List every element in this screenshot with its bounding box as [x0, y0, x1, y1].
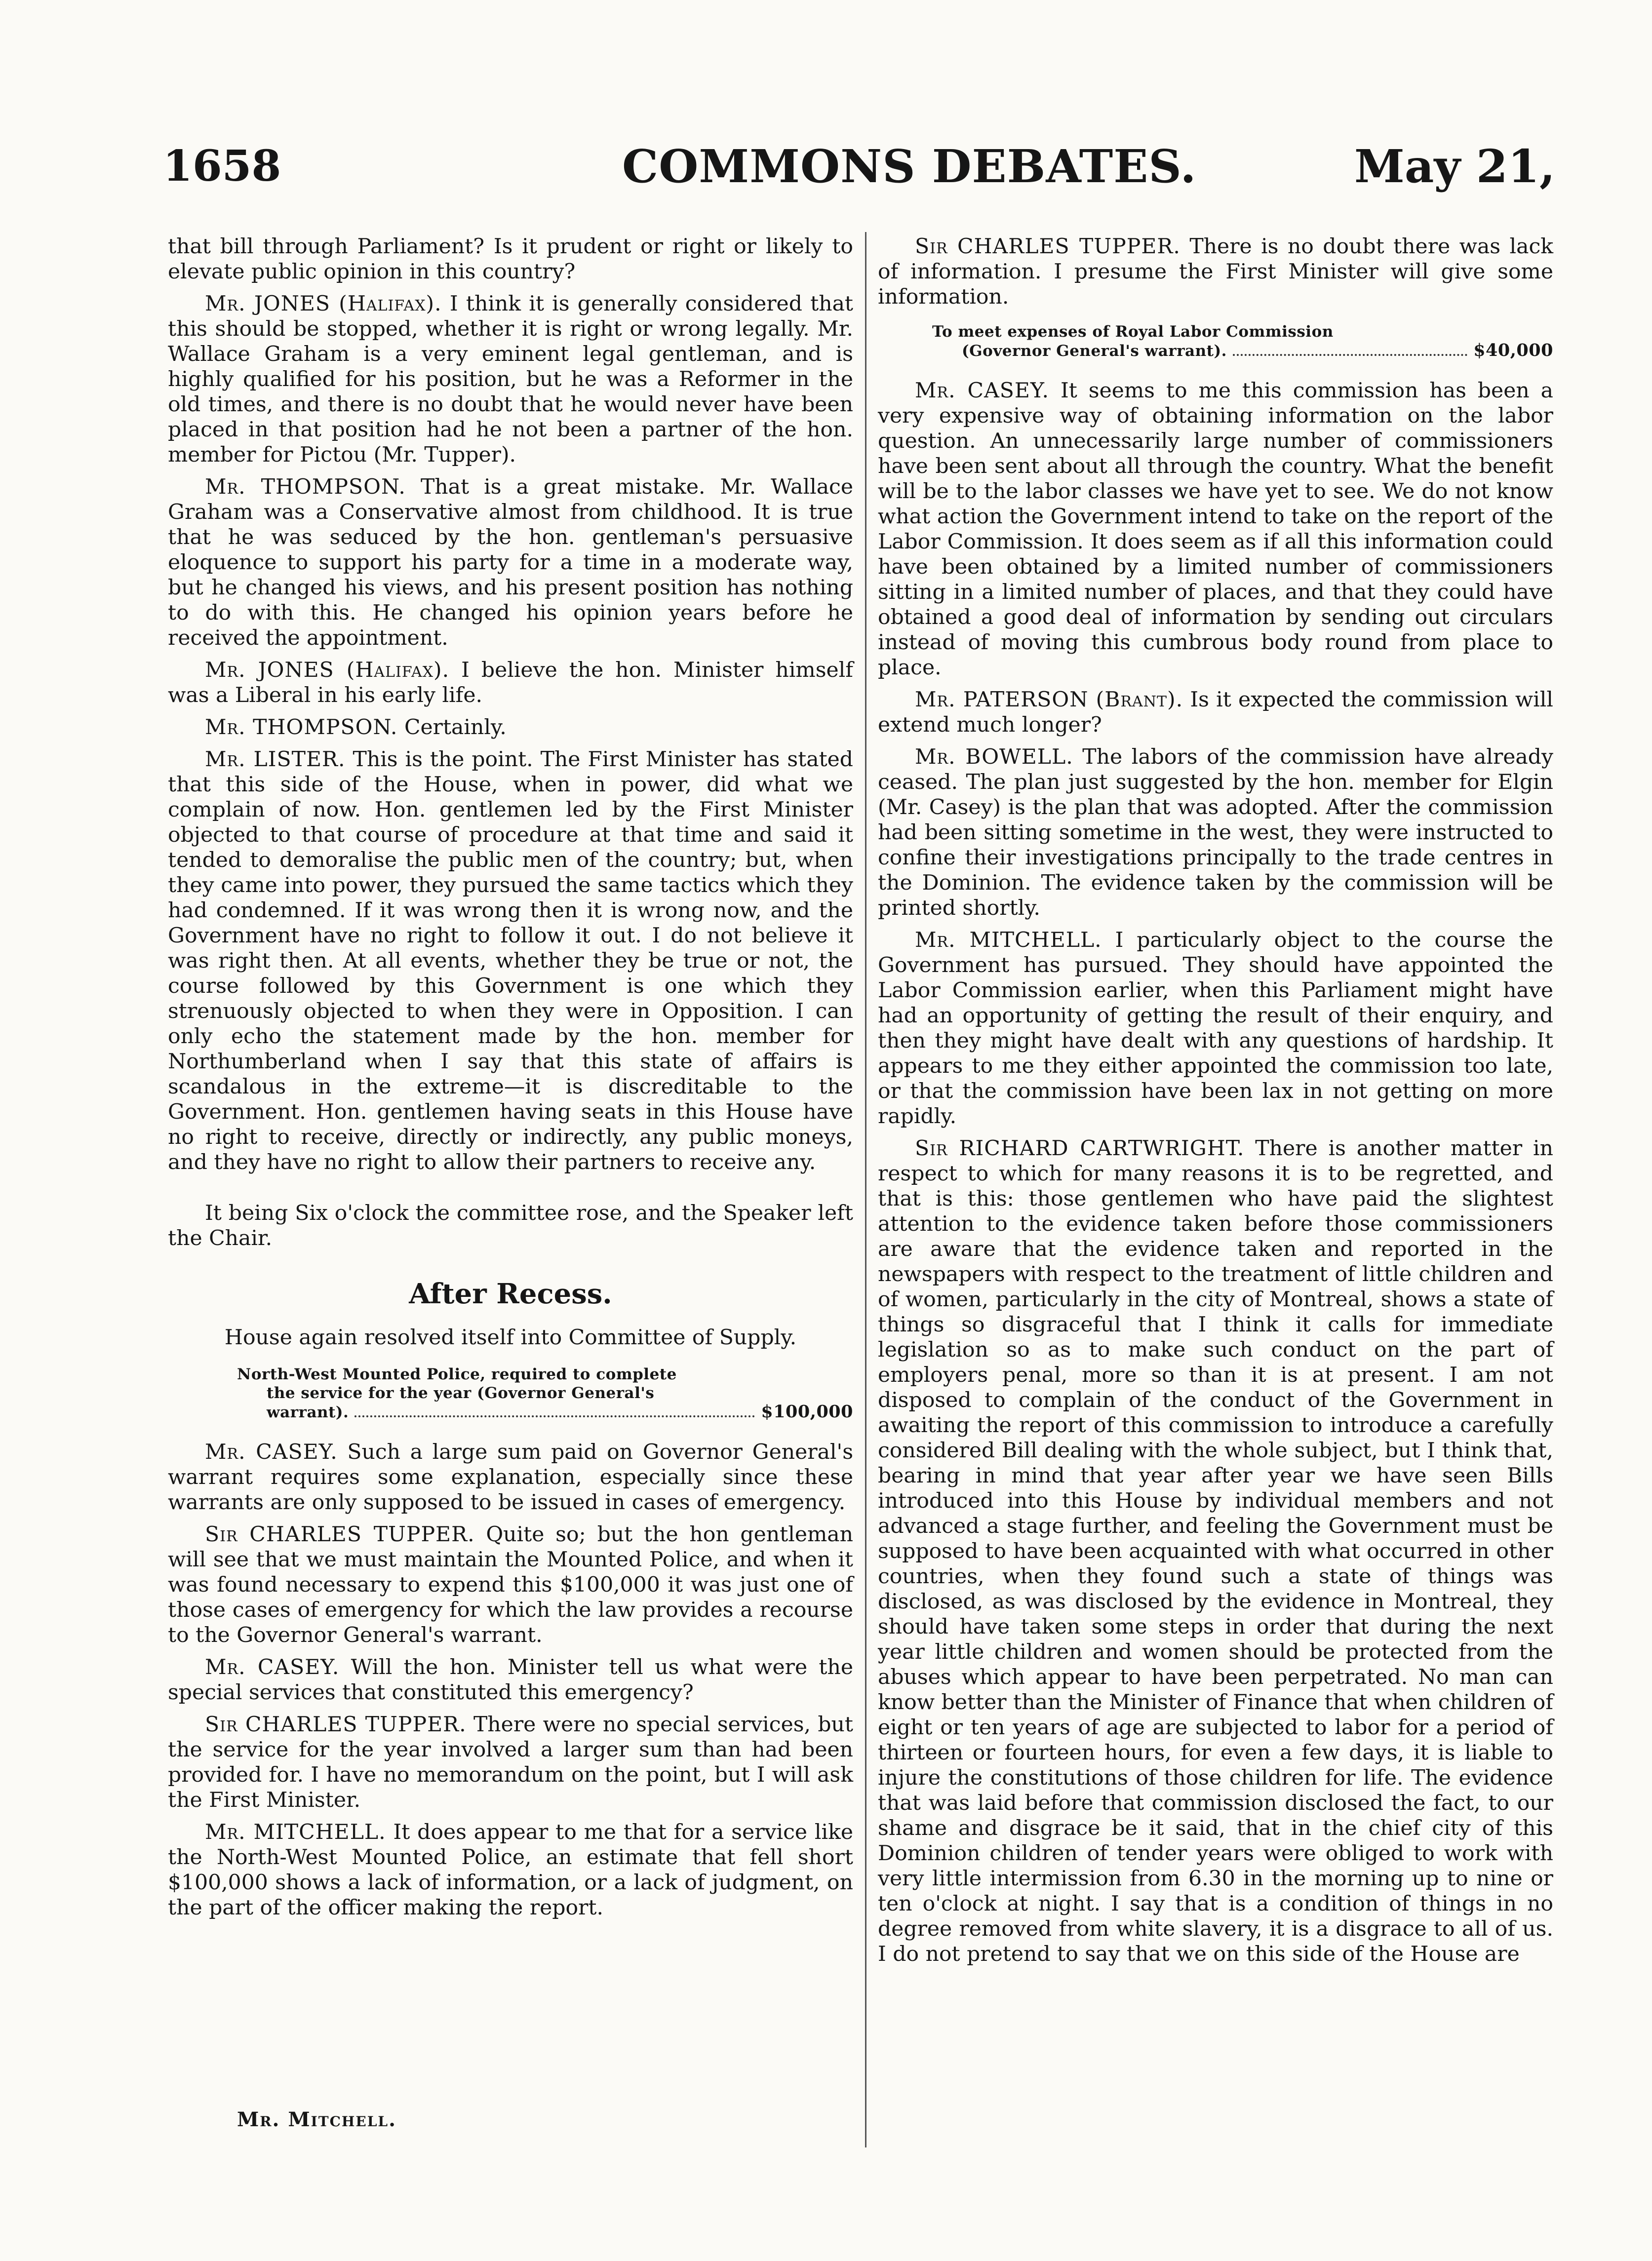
running-date: May 21, [1354, 140, 1555, 193]
speech-text: I think it is generally considered that this should be stopped, whether it is right or wrong legally. Mr. Wallace Graham is a very eminent legal gentleman, and is highly qualified for his position, but he was a Reformer in the old times, and there is no doubt that he would never have been placed in that position had he not been a partner of the hon. member for Pictou (Mr. Tupper). [168, 292, 853, 467]
speech-paragraph [878, 234, 1553, 310]
speech-text: It does appear to me that for a service like the North-West Mounted Police, an estimate that fell short $100,000 shows a lack of information, or a lack of judgment, on the part of the officer making the report. [168, 1820, 853, 1920]
speech-paragraph [168, 1712, 853, 1813]
right-column [878, 227, 1553, 1967]
dot-leader [354, 1415, 755, 1417]
page-header [163, 139, 1555, 194]
speech-paragraph [168, 1522, 853, 1648]
item-line: the service for the year (Governor General's [267, 1384, 655, 1402]
item-line: warrant). [267, 1403, 349, 1421]
speech-paragraph [878, 378, 1553, 680]
speaker-name: Sir CHARLES TUPPER. [205, 1713, 467, 1737]
speech-text: Such a large sum paid on Governor General's warrant requires some explanation, especially since these warrants are only supposed to be issued in cases of emergency. [168, 1440, 854, 1515]
speech-text: Will the hon. Minister tell us what were the special services that constituted this emergency? [168, 1655, 854, 1705]
speech-text: I believe the hon. Minister himself was a Liberal in his early life. [168, 658, 853, 707]
speech-text: Quite so; but the hon gentleman will see that we must maintain the Mounted Police, and when it was found necessary to expend this $100,000 it was just one of those cases of emergency for which the law provides a recourse to the Governor General's warrant. [168, 1522, 853, 1647]
speech-text: There is another matter in respect to which for many reasons it is to be regretted, and that is this: those gentlemen who have paid the slightest attention to the evidence taken before those commissioners are aware that the evidence taken and reported in the newspapers with respect to the treatment of little children and of women, particularly in the city of Montreal, shows a state of things so disgraceful that I think it calls for immediate legislation so as to make such conduct on the part of employers penal, more so than it is at present. I am not disposed to complain of the conduct of the Government in awaiting the report of this commission to introduce a carefully considered Bill dealing with the whole subject, but I think that, bearing in mind that year after year we have seen Bills introduced into this House by individual members and not advanced a stage further, and feeling the Government must be supposed to have been acquainted with what occurred in other countries, when they found such a state of things was disclosed, as was disclosed by the evidence in Montreal, they should have taken some steps in order that during the next year little children and women should be protected from the abuses which appear to have been perpetrated. No man can know better than the Minister of Finance that when children of eight or ten years of age are subjected to labor for a period of thirteen or fourteen hours, for even a few days, it is liable to injure the constitutions of those children for life. The evidence that was laid before that commission disclosed the fact, to our shame and disgrace be it said, that in the chief city of this Dominion children of tender years were obliged to work with very little intermission from 6.30 in the morning up to nine or ten o'clock at night. I say that is a condition of things in no degree removed from white slavery, it is a disgrace to all of us. I do not pretend to say that we on this side of the House are [878, 1136, 1553, 1966]
supply-item [878, 322, 1553, 360]
speech-text: It seems to me this commission has been a very expensive way of obtaining information on the labor question. An unnecessarily large number of commissioners have been sent about all through the country. What the benefit will be to the labor classes we have yet to see. We do not know what action the Government intend to take on the report of the Labor Commission. It does seem as if all this information could have been obtained by a limited number of commissioners sitting in a limited number of places, and that they could have obtained a good deal of information by sending out circulars instead of moving this cumbrous body round from place to place. [878, 379, 1554, 680]
speech-paragraph [878, 687, 1553, 738]
speaker-name: Sir RICHARD CARTWRIGHT. [915, 1136, 1245, 1161]
running-title: COMMONS DEBATES. [622, 140, 1197, 193]
speech-paragraph [168, 658, 853, 708]
speaker-name: Mr. PATERSON (Brant). [915, 688, 1183, 712]
speech-paragraph [168, 291, 853, 468]
supply-item [168, 1365, 853, 1422]
section-heading: After Recess. [409, 1278, 612, 1310]
speaker-name: Sir CHARLES TUPPER. [205, 1522, 475, 1547]
committee-note: House again resolved itself into Committee of Supply. [224, 1325, 797, 1350]
speech-text: That is a great mistake. Mr. Wallace Graham was a Conservative almost from childhood. It is true that he was seduced by the hon. gentleman's persuasive eloquence to support his party for a time in a moderate way, but he changed his views, and his present position has nothing to do with this. He changed his opinion years before he received the appointment. [168, 475, 853, 650]
speaker-name: Mr. MITCHELL. [205, 1820, 386, 1844]
speech-paragraph [168, 1440, 853, 1515]
speaker-name: Mr. CASEY. [915, 379, 1049, 403]
speech-text: The labors of the commission have already ceased. The plan just suggested by the hon. member for Elgin (Mr. Casey) is the plan that was adopted. After the commission had been sitting sometime in the west, they were instructed to confine their investigations principally to the trade centres in the Dominion. The evidence taken by the commission will be printed shortly. [878, 745, 1553, 920]
speech-text: Certainly. [404, 715, 507, 740]
text-paragraph [168, 1201, 853, 1251]
speech-paragraph [878, 744, 1553, 921]
speaker-name: Mr. BOWELL. [915, 745, 1073, 769]
item-amount: $100,000 [761, 1402, 853, 1422]
speech-paragraph [168, 715, 853, 740]
speaker-name: Mr. CASEY. [205, 1440, 338, 1464]
item-line: (Governor General's warrant). [962, 342, 1227, 360]
speech-text: There were no special services, but the service for the year involved a larger sum than had been provided for. I have no memorandum on the point, but I will ask the First Minister. [168, 1713, 853, 1812]
item-amount: $40,000 [1473, 340, 1553, 360]
dot-leader [1233, 354, 1467, 356]
speech-text: that bill through Parliament? Is it prudent or right or likely to elevate public opinion in this country? [168, 234, 853, 284]
speech-paragraph [878, 928, 1553, 1129]
speech-text: I particularly object to the course the Government has pursued. They should have appointed the Labor Commission earlier, when this Parliament might have had an opportunity of getting the result of their enquiry, and then they might have dealt with any questions of hardship. It appears to me they either appointed the commission too late, or that the commission have been lax in not getting on more rapidly. [878, 928, 1554, 1129]
speech-paragraph [168, 474, 853, 651]
speaker-name: Mr. JONES (Halifax). [205, 658, 450, 682]
speaker-name: Mr. THOMPSON. [205, 475, 406, 499]
speech-text: This is the point. The First Minister has stated that this side of the House, when in power, did what we complain of now. Hon. gentlemen led by the First Minister objected to that course of procedure at that time and said it tended to demoralise the public men of the country; but, when they came into power, they pursued the same tactics which they had condemned. If it was wrong then it is wrong now, and the Government have no right to follow it out. I do not believe it was right then. At all events, whether they be true or not, the course followed by this Government is one which they strenuously objected to when they were in Opposition. I can only echo the statement made by the hon. member for Northumberland when I say that this state of affairs is scandalous in the extreme—it is discreditable to the Government. Hon. gentlemen having seats in this House have no right to receive, directly or indirectly, any public moneys, and they have no right to allow their partners to receive any. [168, 747, 854, 1174]
column-divider [865, 232, 866, 2147]
speaker-name: Mr. MITCHELL. [915, 928, 1102, 952]
speaker-name: Mr. LISTER. [205, 747, 346, 772]
speech-paragraph [168, 1820, 853, 1920]
item-line: North-West Mounted Police, required to complete [237, 1365, 677, 1383]
speaker-name: Mr. THOMPSON. [205, 715, 398, 740]
speech-text: Is it expected the commission will extend much longer? [878, 688, 1553, 737]
speaker-name: Mr. JONES (Halifax). [205, 292, 442, 316]
speaker-name: Sir CHARLES TUPPER. [915, 234, 1180, 259]
speech-paragraph [168, 1655, 853, 1705]
speech-text: It being Six o'clock the committee rose, and the Speaker left the Chair. [168, 1201, 853, 1250]
speech-paragraph [878, 1136, 1553, 1967]
item-line: To meet expenses of Royal Labor Commission [932, 323, 1334, 341]
page-footer-catchword: Mr. Mitchell. [237, 2108, 396, 2131]
speech-text: There is no doubt there was lack of information. I presume the First Minister will give some information. [878, 234, 1554, 309]
speaker-name: Mr. CASEY. [205, 1655, 340, 1679]
page-number: 1658 [163, 141, 281, 191]
text-paragraph [168, 234, 853, 284]
speech-paragraph [168, 747, 853, 1175]
left-column [168, 227, 853, 1920]
